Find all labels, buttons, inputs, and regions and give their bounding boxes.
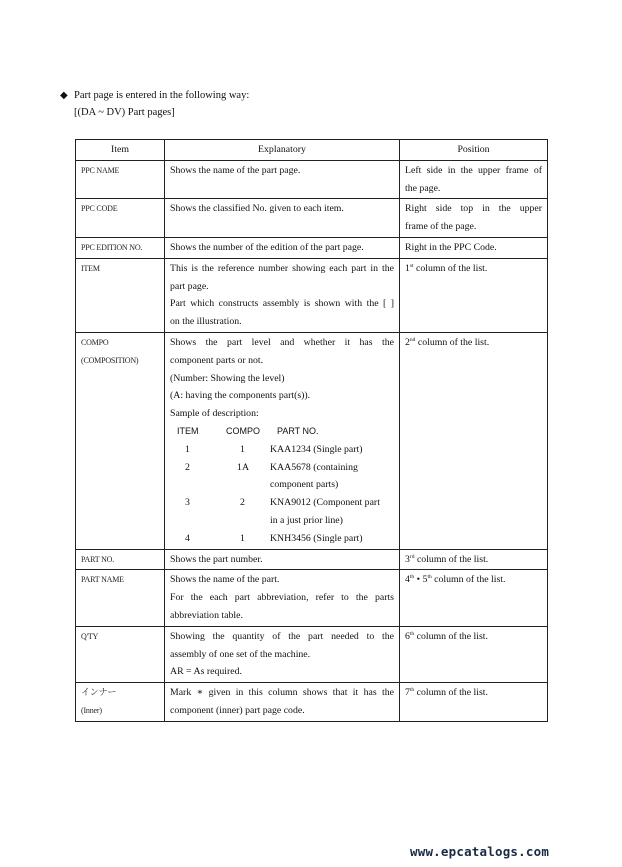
- position-cell: 4th • 5th column of the list.: [400, 570, 548, 626]
- sample-row: 3 2 KNA9012 (Component part in a just prior line): [185, 497, 380, 526]
- sample-header-part-no: PART NO.: [276, 425, 319, 436]
- table-row: [76, 570, 548, 626]
- explanatory-cell: Shows the number of the edition of the part page.: [165, 237, 400, 258]
- sample-row: 4 1 KNH3456 (Single part): [185, 532, 363, 544]
- item-cell: ITEM: [76, 258, 165, 332]
- position-cell: 2nd column of the list.: [400, 332, 548, 549]
- part-page-spec-table: [75, 139, 548, 722]
- explanatory-cell: Shows the name of the part. For the each part abbreviation, refer to the parts abbreviation table.: [165, 570, 400, 626]
- diamond-bullet-icon: ◆: [60, 90, 68, 101]
- item-cell: PPC EDITION NO.: [76, 237, 165, 258]
- item-cell: PART NAME: [76, 570, 165, 626]
- explanatory-cell: Mark ∗ given in this column shows that it has the component (inner) part page code.: [165, 683, 400, 722]
- header-position: Position: [400, 140, 548, 161]
- explanatory-cell: Showing the quantity of the part needed to the assembly of one set of the machine. AR = As required.: [165, 626, 400, 682]
- item-cell: Q'TY: [76, 626, 165, 682]
- table-row: [76, 683, 548, 722]
- table-row: [76, 549, 548, 570]
- explanatory-cell: This is the reference number showing each part in the part page. Part which constructs assembly is shown with the [ ] on the illustration.: [165, 258, 400, 332]
- item-cell: PPC NAME: [76, 160, 165, 199]
- intro-section: [60, 87, 249, 121]
- watermark-link[interactable]: www.epcatalogs.com: [410, 844, 550, 859]
- table-header-row: [76, 140, 548, 161]
- position-cell: 7th column of the list.: [400, 683, 548, 722]
- header-item: Item: [76, 140, 165, 161]
- position-cell: Left side in the upper frame of the page.: [400, 160, 548, 199]
- position-cell: Right in the PPC Code.: [400, 237, 548, 258]
- explanatory-cell: Shows the part number.: [165, 549, 400, 570]
- table-row: [76, 237, 548, 258]
- position-cell: 6th column of the list.: [400, 626, 548, 682]
- table-row: [76, 258, 548, 332]
- sample-row: 1 1 KAA1234 (Single part): [185, 443, 363, 455]
- explanatory-cell: Shows the part level and whether it has the component parts or not. (Number: Showing the level) (A: having the components part(s)). Sample of description: ITEM COMPO PART NO. 1 1 KAA1234 (Single part) 2 1A KAA5678 (containing component parts) 3 2 KNA9012 (Component part in a just prior line) 4 1 KNH3456 (Single part): [165, 332, 400, 549]
- compo-sample-table: [177, 423, 394, 548]
- item-cell: PART NO.: [76, 549, 165, 570]
- sample-row: 2 1A KAA5678 (containing component parts): [185, 461, 358, 491]
- item-cell: PPC CODE: [76, 199, 165, 238]
- explanatory-cell: Shows the classified No. given to each item.: [165, 199, 400, 238]
- intro-line-2: [(DA ~ DV) Part pages]: [74, 107, 175, 118]
- intro-line-1: ◆ Part page is entered in the following way:: [60, 87, 249, 104]
- position-cell: 3rd column of the list.: [400, 549, 548, 570]
- item-cell: COMPO (COMPOSITION): [76, 332, 165, 549]
- table-row: [76, 626, 548, 682]
- position-cell: 1st column of the list.: [400, 258, 548, 332]
- explanatory-cell: Shows the name of the part page.: [165, 160, 400, 199]
- position-cell: Right side top in the upper frame of the page.: [400, 199, 548, 238]
- sample-header-row: [177, 423, 394, 441]
- sample-header-item: ITEM: [177, 425, 199, 436]
- header-explanatory: Explanatory: [165, 140, 400, 161]
- table-row: [76, 160, 548, 199]
- table-row: [76, 199, 548, 238]
- sample-header-compo: COMPO: [226, 425, 261, 436]
- table-row: [76, 332, 548, 549]
- item-cell: インナー (Inner): [76, 683, 165, 722]
